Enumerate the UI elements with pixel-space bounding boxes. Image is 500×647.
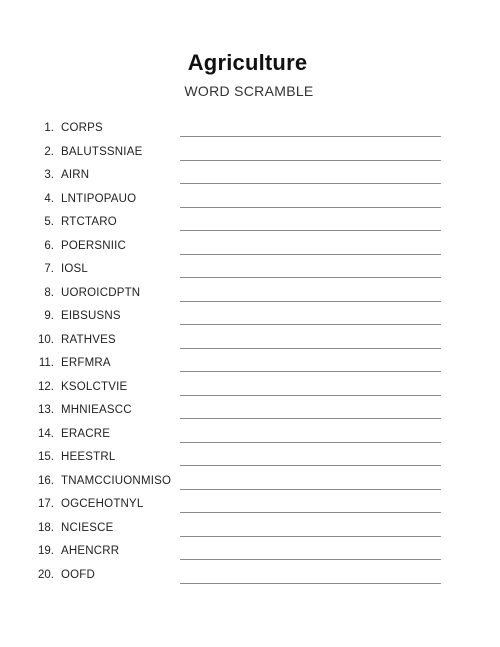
puzzle-row [0,377,500,401]
item-number: 8. [44,286,54,299]
item-number: 15. [38,451,54,463]
answer-line[interactable] [180,183,441,184]
answer-line[interactable] [180,395,441,396]
puzzle-row [0,165,500,189]
scrambled-word: AHENCRR [61,545,120,557]
puzzle-row [0,330,500,354]
scrambled-word: RTCTARO [61,216,117,228]
answer-line[interactable] [180,348,441,349]
answer-line[interactable] [180,559,441,560]
puzzle-row [0,518,500,542]
puzzle-row [0,353,500,377]
answer-line[interactable] [180,418,441,419]
item-number: 5. [44,216,54,228]
scrambled-word: ERFMRA [61,357,111,369]
puzzle-row [0,283,500,307]
scrambled-word: NCIESCE [61,521,114,534]
puzzle-row [0,494,500,518]
item-number: 13. [38,404,54,416]
scrambled-word: RATHVES [61,333,116,346]
item-number: 7. [44,263,54,275]
item-number: 19. [38,545,54,557]
item-number: 11. [38,357,54,369]
answer-line[interactable] [180,254,441,255]
scrambled-word: POERSNIIC [61,239,127,252]
item-number: 3. [44,169,54,181]
answer-line[interactable] [180,583,441,584]
item-number: 4. [44,192,54,205]
scrambled-word: UOROICDPTN [61,286,141,299]
answer-line[interactable] [180,324,441,325]
answer-line[interactable] [180,277,441,278]
scrambled-word: OGCEHOTNYL [61,498,144,510]
scrambled-word: IOSL [61,263,89,275]
item-number: 10. [38,333,54,346]
item-number: 14. [38,427,54,440]
scrambled-word: BALUTSSNIAE [61,145,143,158]
puzzle-row [0,212,500,236]
answer-line[interactable] [180,230,441,231]
scrambled-word: ERACRE [61,427,111,440]
answer-line[interactable] [180,160,441,161]
answer-line[interactable] [180,536,441,537]
answer-line[interactable] [180,512,441,513]
item-number: 18. [38,521,54,534]
scrambled-word: LNTIPOPAUO [61,192,137,205]
page-subtitle: WORD SCRAMBLE [184,83,314,99]
puzzle-row [0,236,500,260]
item-number: 17. [38,498,54,510]
scrambled-word: CORPS [61,122,103,134]
scrambled-word: TNAMCCIUONMISO [61,474,172,487]
item-number: 6. [44,239,54,252]
puzzle-row [0,471,500,495]
word-scramble-list [0,118,500,588]
puzzle-row [0,189,500,213]
answer-line[interactable] [180,301,441,302]
scrambled-word: MHNIEASCC [61,404,132,416]
answer-line[interactable] [180,136,441,137]
puzzle-row [0,259,500,283]
answer-line[interactable] [180,371,441,372]
item-number: 12. [38,380,54,393]
item-number: 1. [44,122,54,134]
item-number: 2. [44,145,54,158]
scrambled-word: EIBSUSNS [61,310,121,322]
puzzle-row [0,541,500,565]
answer-line[interactable] [180,207,441,208]
puzzle-row [0,400,500,424]
scrambled-word: AIRN [61,169,90,181]
puzzle-row [0,118,500,142]
item-number: 20. [38,568,54,581]
puzzle-row [0,447,500,471]
puzzle-row [0,306,500,330]
puzzle-row [0,142,500,166]
puzzle-row [0,424,500,448]
answer-line[interactable] [180,465,441,466]
item-number: 9. [44,310,54,322]
page-title: Agriculture [187,50,308,75]
scrambled-word: OOFD [61,568,96,581]
scrambled-word: KSOLCTVIE [61,380,128,393]
answer-line[interactable] [180,489,441,490]
item-number: 16. [38,474,54,487]
answer-line[interactable] [180,442,441,443]
puzzle-row [0,565,500,589]
scrambled-word: HEESTRL [61,451,116,463]
